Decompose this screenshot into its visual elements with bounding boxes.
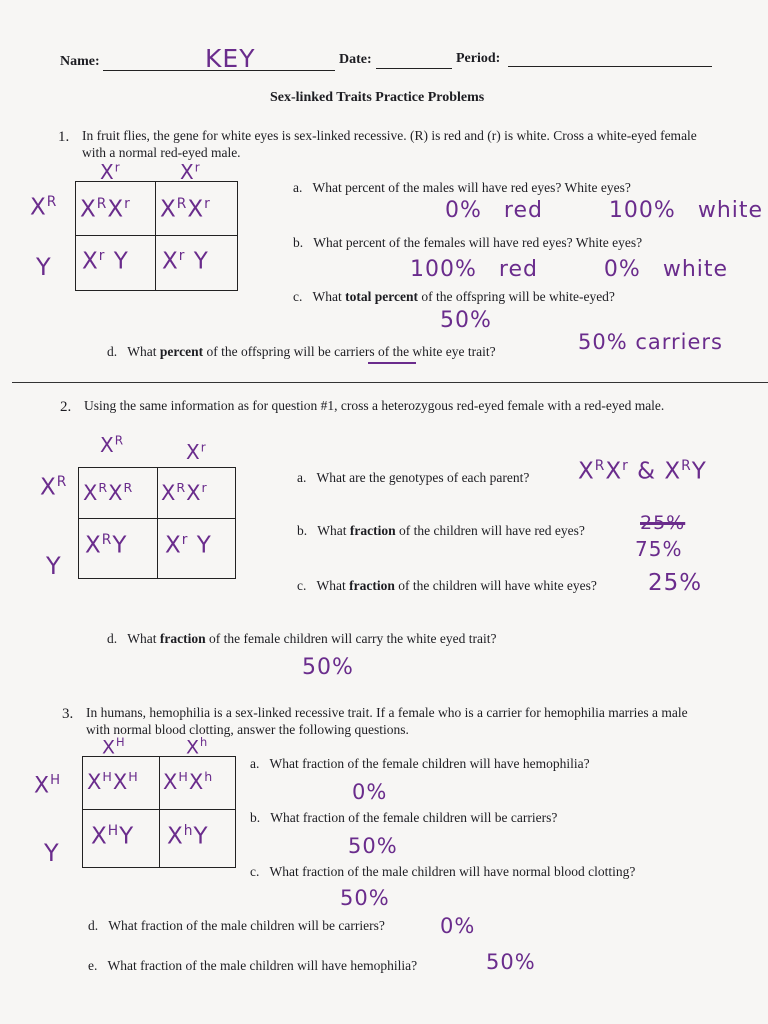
q2-cell-4: $X^r$ Y: [165, 532, 212, 559]
q1-side-allele-2: Y: [36, 253, 52, 281]
q1a-answer: 0% red 100% white: [445, 198, 764, 223]
q3-cell-3: $X^HY$: [91, 823, 135, 850]
q2-cell-2: $X^RX^r$: [161, 480, 208, 505]
q2-cell-1: $X^RX^R$: [83, 480, 134, 505]
date-underline: [376, 54, 452, 69]
q2d-answer: 50%: [302, 655, 354, 680]
q2-cell-3: $X^RY$: [85, 532, 128, 559]
q3c-answer: 50%: [340, 886, 390, 910]
q3a-question: a. What fraction of the female children will have hemophilia?: [250, 756, 590, 771]
q1d-question: d. What percent of the offspring will be carriers of the white eye trait?: [107, 344, 496, 359]
q1b-answer: 100% red 0% white: [410, 257, 729, 282]
q3b-answer: 50%: [348, 834, 398, 858]
q3-side-allele-1: $X^H$: [34, 773, 61, 799]
q1-top-allele-2: $X^r$: [180, 160, 201, 184]
q1d-underline-mark: [368, 362, 416, 364]
q1-punnett-square: [75, 181, 238, 291]
q2a-answer: $X^RX^r$ & $X^RY$: [578, 458, 707, 485]
q3-top-allele-2: $X^h$: [186, 735, 209, 759]
q3-side-allele-2: Y: [44, 839, 60, 867]
q2d-question: d. What fraction of the female children will carry the white eyed trait?: [107, 631, 497, 646]
q3e-question: e. What fraction of the male children will have hemophilia?: [88, 958, 418, 973]
period-underline: [508, 52, 712, 67]
q1-text: In fruit flies, the gene for white eyes is sex-linked recessive. (R) is red and (r) is white. Cross a white-eyed female with a normal red-eyed male.: [82, 128, 697, 160]
name-handwritten: KEY: [205, 44, 256, 73]
q2a-question: a. What are the genotypes of each parent?: [297, 470, 530, 485]
q1-top-allele-1: $X^r$: [100, 160, 121, 184]
q2b-struck-answer: 25%: [640, 512, 686, 534]
q2-number: 2.: [60, 399, 72, 415]
q3-text: In humans, hemophilia is a sex-linked recessive trait. If a female who is a carrier for hemophilia marries a male with normal blood clotting, answer the following questions.: [86, 705, 688, 737]
q1d-answer: 50% carriers: [578, 330, 723, 354]
q1-side-allele-1: $X^R$: [30, 194, 58, 221]
q1-cell-3: $X^r$ Y: [82, 248, 129, 275]
q3c-question: c. What fraction of the male children will have normal blood clotting?: [250, 864, 636, 879]
q1-cell-4: $X^r$ Y: [162, 248, 209, 275]
q1-cell-2: $X^RX^r$: [160, 196, 211, 223]
page-title: Sex-linked Traits Practice Problems: [270, 90, 485, 105]
q3-punnett-square: [82, 756, 236, 868]
q1-number: 1.: [58, 129, 70, 145]
q3-top-allele-1: $X^H$: [102, 735, 126, 759]
q1a-question: a. What percent of the males will have red eyes? White eyes?: [293, 180, 631, 195]
q1b-question: b. What percent of the females will have red eyes? White eyes?: [293, 235, 643, 250]
q1-cell-1: $X^RX^r$: [80, 196, 131, 223]
date-label: Date:: [339, 52, 372, 67]
q3-cell-4: $X^hY$: [167, 823, 209, 850]
period-label: Period:: [456, 51, 501, 66]
q3e-answer: 50%: [486, 950, 536, 974]
q1c-question: c. What total percent of the offspring will be white-eyed?: [293, 289, 615, 304]
q3b-question: b. What fraction of the female children will be carriers?: [250, 810, 558, 825]
q3a-answer: 0%: [352, 780, 388, 804]
q3-cell-1: $X^HX^H$: [87, 769, 139, 794]
q2c-answer: 25%: [648, 570, 703, 596]
q2-top-allele-1: $X^R$: [100, 433, 125, 457]
name-label: Name:: [60, 54, 100, 69]
q2b-answer: 75%: [635, 537, 683, 561]
q1c-answer: 50%: [440, 308, 492, 333]
q2b-question: b. What fraction of the children will have red eyes?: [297, 523, 585, 538]
q3-number: 3.: [62, 706, 74, 722]
q3d-question: d. What fraction of the male children will be carriers?: [88, 918, 385, 933]
q2c-question: c. What fraction of the children will have white eyes?: [297, 578, 597, 593]
q3d-answer: 0%: [440, 914, 476, 938]
q3-cell-2: $X^HX^h$: [163, 769, 214, 794]
q2-top-allele-2: $X^r$: [186, 440, 207, 464]
q2-side-allele-1: $X^R$: [40, 474, 68, 501]
section-divider: [12, 382, 768, 383]
q2-punnett-square: [78, 467, 236, 579]
q2-side-allele-2: Y: [46, 552, 62, 580]
q2-text: Using the same information as for question #1, cross a heterozygous red-eyed female with a red-eyed male.: [84, 398, 665, 413]
